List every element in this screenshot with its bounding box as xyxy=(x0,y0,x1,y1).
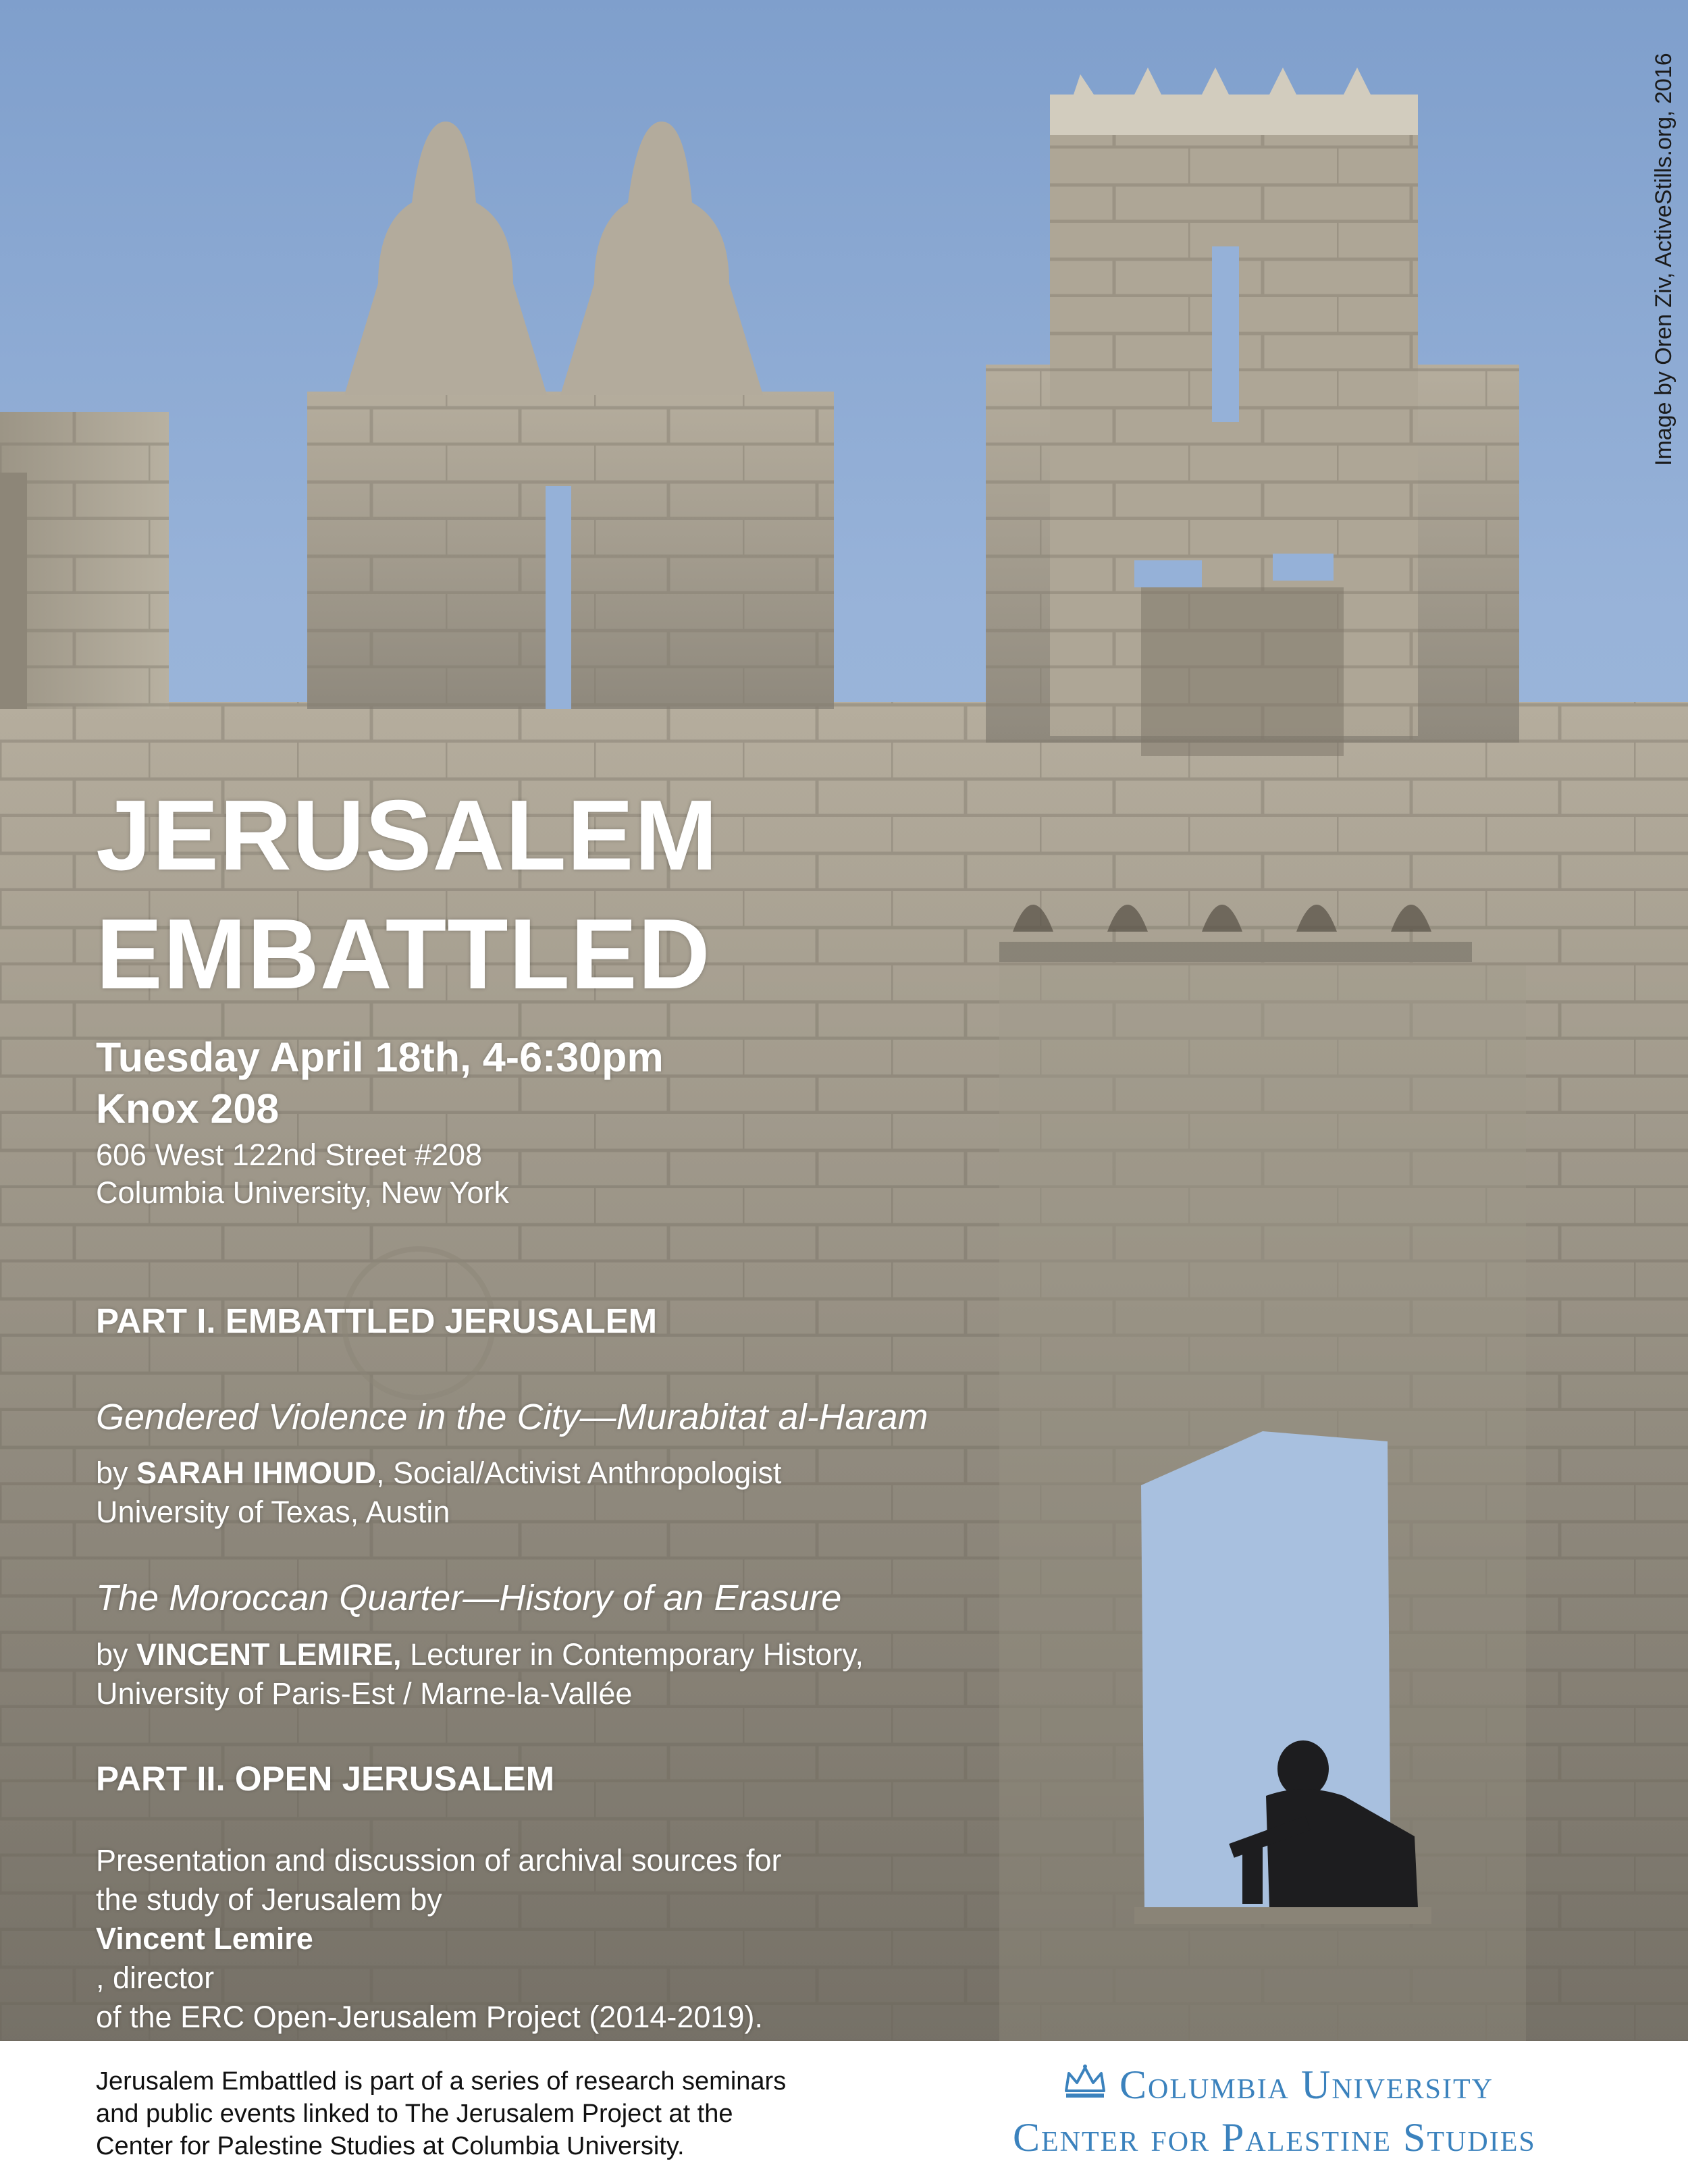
logo-center: Center for Palestine Studies xyxy=(1013,2115,1536,2160)
part2-heading: PART II. OPEN JERUSALEM xyxy=(96,1759,555,1798)
talk2-by: by xyxy=(96,1637,137,1672)
talk2-role: Lecturer in Contemporary History, xyxy=(401,1637,864,1672)
event-title-line2: EMBATTLED xyxy=(96,899,711,1010)
footer-note xyxy=(96,2065,974,2162)
part2-desc-presenter: Vincent Lemire xyxy=(96,1921,313,1956)
logo-university: Columbia University xyxy=(1119,2062,1494,2107)
photo-credit: Image by Oren Ziv, ActiveStills.org, 2016 xyxy=(1651,53,1677,466)
part2-desc-line2-pre: the study of Jerusalem by xyxy=(96,1882,442,1917)
event-room: Knox 208 xyxy=(96,1086,280,1131)
talk1-speaker-line xyxy=(96,1454,781,1492)
part2-desc-line1: Presentation and discussion of archival sources for xyxy=(96,1843,782,1877)
talk2-title: The Moroccan Quarter—History of an Erasure xyxy=(96,1578,842,1618)
event-title xyxy=(96,776,906,1014)
talk1-affiliation: University of Texas, Austin xyxy=(96,1495,450,1529)
event-datetime: Tuesday April 18th, 4-6:30pm xyxy=(96,1034,664,1080)
event-address-line2: Columbia University, New York xyxy=(96,1175,509,1210)
part2-desc-line3: of the ERC Open-Jerusalem Project (2014-2019). xyxy=(96,2000,763,2034)
footer-note-line1: Jerusalem Embattled is part of a series of research seminars xyxy=(96,2067,787,2096)
part1-heading: PART I. EMBATTLED JERUSALEM xyxy=(96,1302,658,1340)
talk2-speaker: VINCENT LEMIRE, xyxy=(136,1637,402,1672)
crown-icon xyxy=(1062,2064,1108,2100)
talk1-by: by xyxy=(96,1456,137,1490)
event-title-line1: JERUSALEM xyxy=(96,780,718,891)
part2-description xyxy=(96,1841,974,2037)
footer-note-line3: Center for Palestine Studies at Columbia University. xyxy=(96,2132,685,2160)
talk1-speaker: SARAH IHMOUD xyxy=(136,1456,377,1490)
footer xyxy=(0,2041,1688,2184)
footer-note-line2: and public events linked to The Jerusalem Project at the xyxy=(96,2100,733,2128)
columbia-cps-logo xyxy=(1013,2061,1647,2176)
talk2-speaker-line xyxy=(96,1636,864,1674)
event-address-line1: 606 West 122nd Street #208 xyxy=(96,1138,483,1172)
part2-desc-line2-post: , director xyxy=(96,1961,215,1995)
talk1-title: Gendered Violence in the City—Murabitat al-Haram xyxy=(96,1397,928,1437)
talk1-role: , Social/Activist Anthropologist xyxy=(376,1456,782,1490)
talk2-affiliation: University of Paris-Est / Marne-la-Vallée xyxy=(96,1676,633,1711)
part2-desc-line2 xyxy=(96,1880,974,1998)
